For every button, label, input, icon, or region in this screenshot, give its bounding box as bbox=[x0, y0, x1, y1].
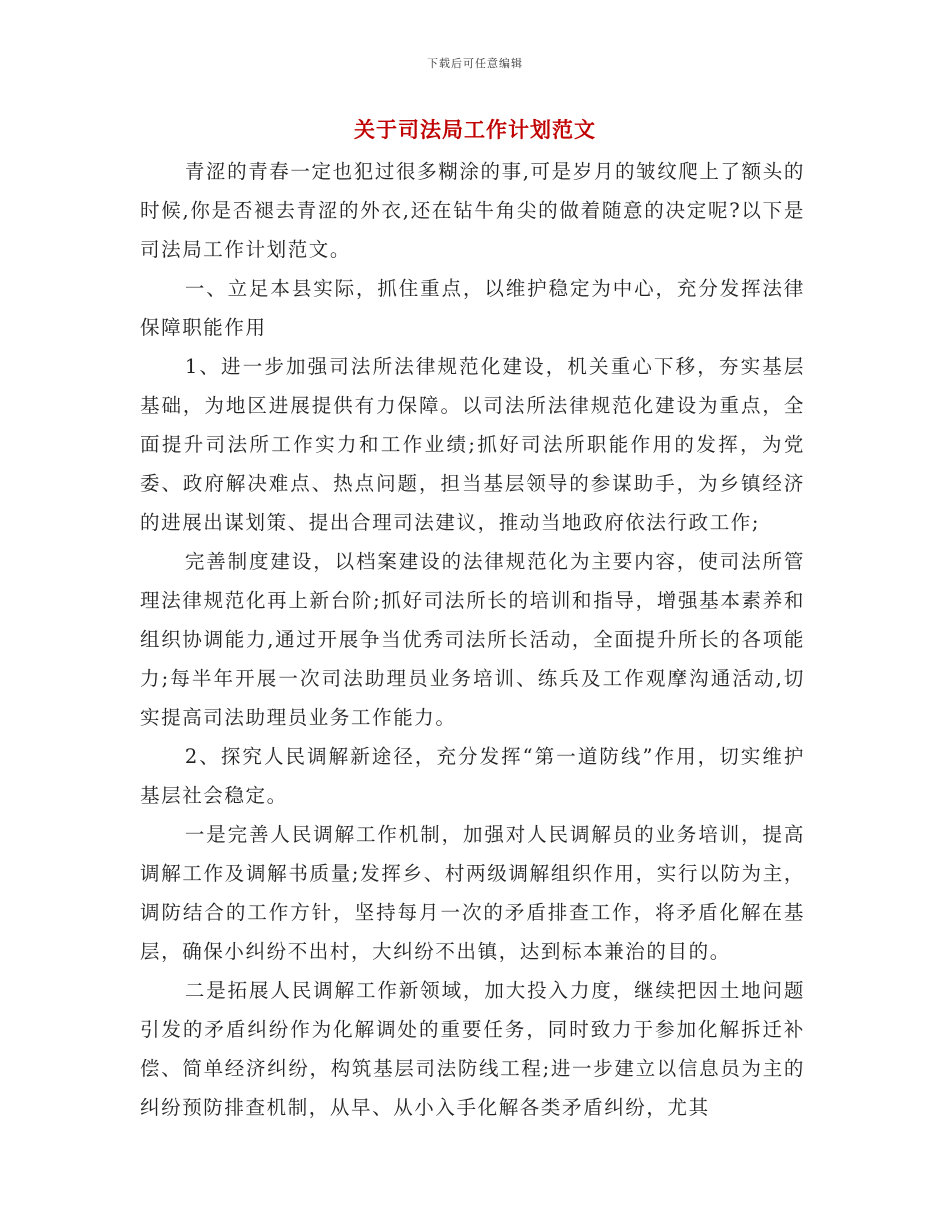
paragraph-point-one: 一是完善人民调解工作机制，加强对人民调解员的业务培训，提高调解工作及调解书质量;发挥乡、村两级调解组织作用，实行以防为主，调防结合的工作方针，坚持每月一次的矛盾排查工作，将矛盾化解在基层，确保小纠纷不出村，大纠纷不出镇，达到标本兼治的目的。 bbox=[140, 823, 805, 963]
paragraph-section-heading: 一、立足本县实际，抓住重点，以维护稳定为中心，充分发挥法律保障职能作用 bbox=[140, 277, 805, 339]
document-title: 关于司法局工作计划范文 bbox=[354, 117, 596, 142]
paragraph-item-1: 1、进一步加强司法所法律规范化建设，机关重心下移，夯实基层基础，为地区进展提供有力保障。以司法所法律规范化建设为重点，全面提升司法所工作实力和工作业绩;抓好司法所职能作用的发挥，为党委、政府解决难点、热点问题，担当基层领导的参谋助手，为乡镇经济的进展出谋划策、提出合理司法建议，推动当地政府依法行政工作; bbox=[140, 355, 805, 534]
paragraph-point-two: 二是拓展人民调解工作新领域，加大投入力度，继续把因土地问题引发的矛盾纠纷作为化解调处的重要任务，同时致力于参加化解拆迁补偿、简单经济纠纷，构筑基层司法防线工程;进一步建立以信息员为主的纠纷预防排查机制，从早、从小入手化解各类矛盾纠纷，尤其 bbox=[140, 979, 805, 1119]
paragraph-item-2: 2、探究人民调解新途径，充分发挥“第一道防线”作用，切实维护基层社会稳定。 bbox=[140, 745, 805, 807]
header-note: 下载后可任意编辑 bbox=[427, 57, 523, 70]
paragraph-intro: 青涩的青春一定也犯过很多糊涂的事,可是岁月的皱纹爬上了额头的时候,你是否褪去青涩的外衣,还在钻牛角尖的做着随意的决定呢?以下是司法局工作计划范文。 bbox=[140, 160, 805, 261]
paragraph-system-building: 完善制度建设，以档案建设的法律规范化为主要内容，使司法所管理法律规范化再上新台阶;抓好司法所长的培训和指导，增强基本素养和组织协调能力,通过开展争当优秀司法所长活动，全面提升所长的各项能力;每半年开展一次司法助理员业务培训、练兵及工作观摩沟通活动,切实提高司法助理员业务工作能力。 bbox=[140, 550, 805, 729]
document-body bbox=[140, 152, 805, 1127]
